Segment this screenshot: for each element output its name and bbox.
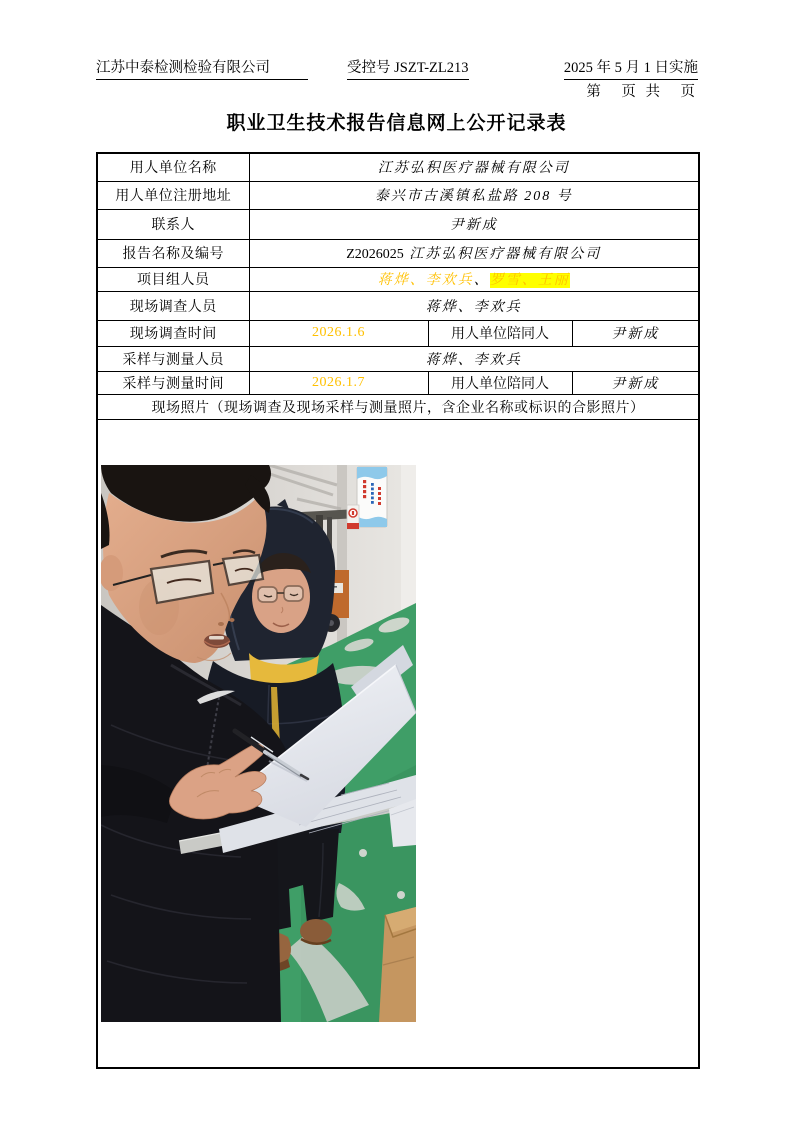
field-value: 蒋烨、李欢兵 xyxy=(249,346,699,371)
field-label: 联系人 xyxy=(97,209,249,239)
page-number-line: 第 页 共 页 xyxy=(586,84,698,100)
header-control-number: 受控号 JSZT-ZL213 xyxy=(347,56,469,80)
field-label: 报告名称及编号 xyxy=(97,239,249,267)
report-row xyxy=(97,239,699,267)
record-table xyxy=(96,152,700,1069)
sampling-time-row xyxy=(97,371,699,394)
companion-label: 用人单位陪同人 xyxy=(428,371,572,394)
header-implement-date: 2025 年 5 月 1 日实施 xyxy=(564,56,698,80)
field-label: 采样与测量时间 xyxy=(97,371,249,394)
site-photo xyxy=(101,465,416,1022)
report-number: Z2026025 xyxy=(346,247,404,262)
photo-cardboard-box xyxy=(379,907,416,1022)
project-team-separator: 、 xyxy=(473,273,490,288)
field-value: 蒋烨、李欢兵 xyxy=(249,291,699,320)
field-value: 江苏弘积医疗器械有限公司 xyxy=(249,153,699,181)
companion-name: 尹新成 xyxy=(572,320,699,346)
field-label: 用人单位名称 xyxy=(97,153,249,181)
field-label: 用人单位注册地址 xyxy=(97,181,249,209)
sampling-staff-row xyxy=(97,346,699,371)
header-company: 江苏中泰检测检验有限公司 xyxy=(96,56,308,80)
field-value xyxy=(249,267,699,291)
survey-time-row xyxy=(97,320,699,346)
photo-caption: 现场照片（现场调查及现场采样与测量照片，含企业名称或标识的合影照片） xyxy=(97,394,699,419)
sampling-date: 2026.1.7 xyxy=(249,371,428,394)
photo-fire-sign xyxy=(347,505,359,529)
field-label: 采样与测量人员 xyxy=(97,346,249,371)
field-label: 现场调查时间 xyxy=(97,320,249,346)
photo-row xyxy=(97,419,699,1068)
photo-caption-row xyxy=(97,394,699,419)
photo-cell xyxy=(97,419,699,1068)
companion-label: 用人单位陪同人 xyxy=(428,320,572,346)
field-value: 尹新成 xyxy=(249,209,699,239)
employer-address-row xyxy=(97,181,699,209)
field-label: 现场调查人员 xyxy=(97,291,249,320)
project-team-orange: 蒋烨、李欢兵 xyxy=(377,273,474,288)
employer-name-row xyxy=(97,153,699,181)
doc-header xyxy=(96,56,698,78)
survey-staff-row xyxy=(97,291,699,320)
photo-safety-banner xyxy=(357,467,387,527)
report-name: 江苏弘积医疗器械有限公司 xyxy=(409,247,602,262)
contact-row xyxy=(97,209,699,239)
site-photo-illustration xyxy=(101,465,416,1022)
survey-date: 2026.1.6 xyxy=(249,320,428,346)
project-team-highlighted: 罗雪、王丽 xyxy=(489,273,570,288)
field-label: 项目组人员 xyxy=(97,267,249,291)
page-title: 职业卫生技术报告信息网上公开记录表 xyxy=(226,113,567,134)
field-value: 泰兴市古溪镇私盐路 208 号 xyxy=(249,181,699,209)
field-value xyxy=(249,239,699,267)
companion-name: 尹新成 xyxy=(572,371,699,394)
project-team-row xyxy=(97,267,699,291)
